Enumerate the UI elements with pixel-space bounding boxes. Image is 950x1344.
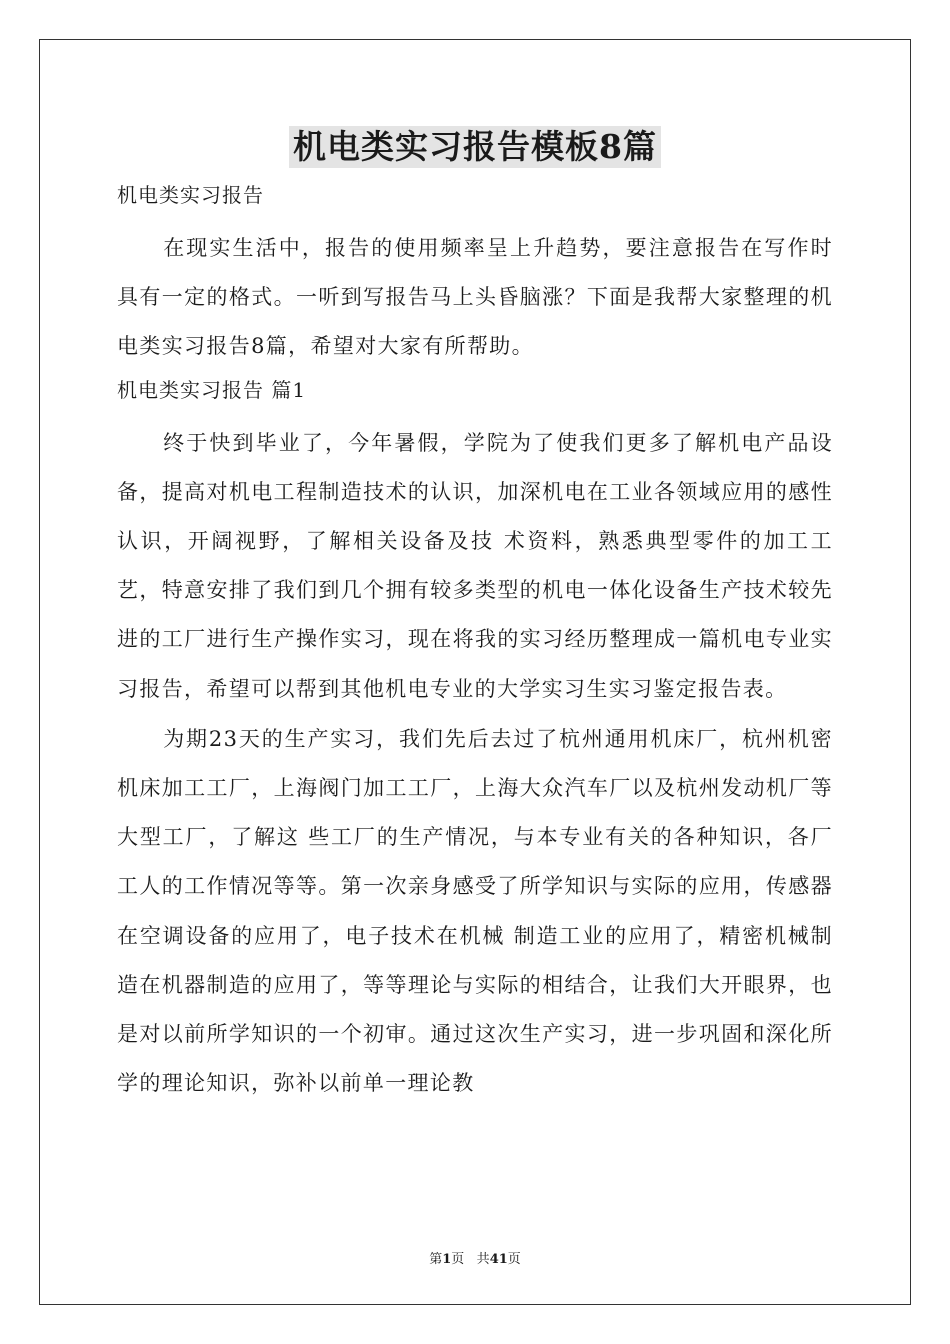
title-text: 机电类实习报告模板8篇	[289, 126, 661, 168]
body-paragraph: 终于快到毕业了，今年暑假，学院为了使我们更多了解机电产品设备，提高对机电工程制造技术的认识，加深机电在工业各领域应用的感性认识，开阔视野，了解相关设备及技 术资料，熟悉典型零件的加工工艺，特意安排了我们到几个拥有较多类型的机电一体化设备生产技术较先进的工厂进行生产操作实习，现在将我的实习经历整理成一篇机电专业实习报告，希望可以帮到其他机电专业的大学实习生实习鉴定报告表。	[117, 430, 833, 701]
document-body	[117, 126, 833, 1109]
section-heading: 机电类实习报告 篇1	[117, 377, 307, 402]
page-prefix: 第	[429, 1252, 443, 1267]
total-suffix: 页	[507, 1252, 521, 1267]
intro-heading: 机电类实习报告	[117, 183, 264, 207]
intro-paragraph: 在现实生活中，报告的使用频率呈上升趋势，要注意报告在写作时具有一定的格式。一听到写报告马上头昏脑涨？下面是我帮大家整理的机电类实习报告8篇，希望对大家有所帮助。	[117, 236, 833, 359]
page-footer	[0, 1248, 950, 1267]
total-pages: 41	[489, 1252, 508, 1267]
document-title	[117, 126, 833, 172]
page-number: 1	[442, 1252, 452, 1267]
page-suffix: 页	[451, 1252, 465, 1267]
total-prefix: 共	[476, 1252, 490, 1267]
body-paragraph: 为期23天的生产实习，我们先后去过了杭州通用机床厂，杭州机密机床加工工厂，上海阀门加工工厂，上海大众汽车厂以及杭州发动机厂等大型工厂，了解这 些工厂的生产情况，与本专业有关的各种知识，各厂工人的工作情况等等。第一次亲身感受了所学知识与实际的应用，传感器在空调设备的应用了，电子技术在机械 制造工业的应用了，精密机械制造在机器制造的应用了，等等理论与实际的相结合，让我们大开眼界，也是对以前所学知识的一个初审。通过这次生产实习，进一步巩固和深化所学的理论知识，弥补以前单一理论教	[117, 726, 833, 1096]
